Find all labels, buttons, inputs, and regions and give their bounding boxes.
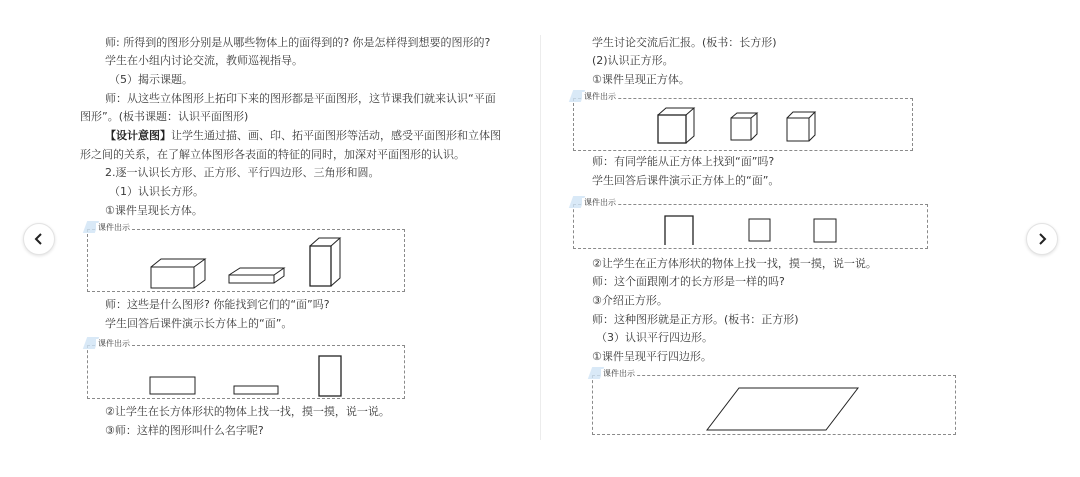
text-line: 学生讨论交流后汇报。(板书：长方形) [592, 36, 777, 49]
text-line: ③师：这样的图形叫什么名字呢? [105, 424, 264, 437]
chevron-right-icon [1035, 232, 1049, 246]
courseware-box-rectangles [87, 339, 405, 399]
courseware-label: 课件出示 [584, 198, 616, 207]
previous-page-button[interactable] [23, 223, 55, 255]
text-line: 让学生通过描、画、印、拓平面图形等活动，感受平面图形和立体图 [171, 129, 501, 142]
design-intent-heading: 【设计意图】 [105, 129, 171, 142]
text-line: 师: 所得到的图形分别是从哪些物体上的面得到的? 你是怎样得到想要的图形的? [105, 36, 491, 49]
text-line: （5）揭示课题。 [109, 73, 193, 86]
courseware-box-squares [573, 198, 928, 249]
text-line: ①课件呈现长方体。 [105, 204, 203, 217]
rectangle-faces [88, 346, 406, 400]
text-line: 师：从这些立体图形上拓印下来的图形都是平面图形，这节课我们就来认识“平面 [105, 92, 496, 105]
text-line: ②让学生在正方体形状的物体上找一找，摸一摸，说一说。 [592, 257, 877, 270]
text-line: (2)认识正方形。 [592, 54, 674, 67]
text-line: （1）认识长方形。 [109, 185, 204, 198]
text-line: （3）认识平行四边形。 [596, 331, 713, 344]
left-page [80, 0, 520, 477]
text-line: 师：这些是什么图形? 你能找到它们的“面”吗? [105, 298, 330, 311]
text-line: 师：这种图形就是正方形。(板书：正方形) [592, 313, 799, 326]
text-line: 学生在小组内讨论交流，教师巡视指导。 [105, 54, 303, 67]
text-line: 学生回答后课件演示长方体上的“面”。 [105, 317, 293, 330]
cuboid-figures [88, 230, 406, 293]
chevron-left-icon [32, 232, 46, 246]
courseware-label: 课件出示 [98, 223, 130, 232]
cube-figures [574, 99, 914, 152]
next-page-button[interactable] [1026, 223, 1058, 255]
text-line: 图形”。(板书课题：认识平面图形) [80, 110, 249, 123]
page-divider [540, 35, 541, 440]
courseware-label: 课件出示 [98, 339, 130, 348]
text-line: 师：有同学能从正方体上找到“面”吗? [592, 155, 775, 168]
text-line: ③介绍正方形。 [592, 294, 668, 307]
courseware-label: 课件出示 [584, 92, 616, 101]
text-line: 形之间的关系，在了解立体图形各表面的特征的同时，加深对平面图形的认识。 [80, 148, 465, 161]
text-line: ②让学生在长方体形状的物体上找一找，摸一摸，说一说。 [105, 405, 390, 418]
courseware-label: 课件出示 [603, 369, 635, 378]
square-faces [574, 205, 929, 250]
courseware-box-cubes [573, 92, 913, 151]
right-page [555, 0, 975, 477]
text-line: 2.逐一认识长方形、正方形、平行四边形、三角形和圆。 [105, 166, 380, 179]
text-line: ①课件呈现平行四边形。 [592, 350, 712, 363]
parallelogram-figure [593, 376, 957, 436]
text-line: 师：这个面跟刚才的长方形是一样的吗? [592, 275, 785, 288]
text-line: ①课件呈现正方体。 [592, 73, 690, 86]
text-line: 学生回答后课件演示正方体上的“面”。 [592, 174, 780, 187]
courseware-box-cuboids [87, 223, 405, 292]
courseware-box-parallelogram [592, 369, 956, 435]
